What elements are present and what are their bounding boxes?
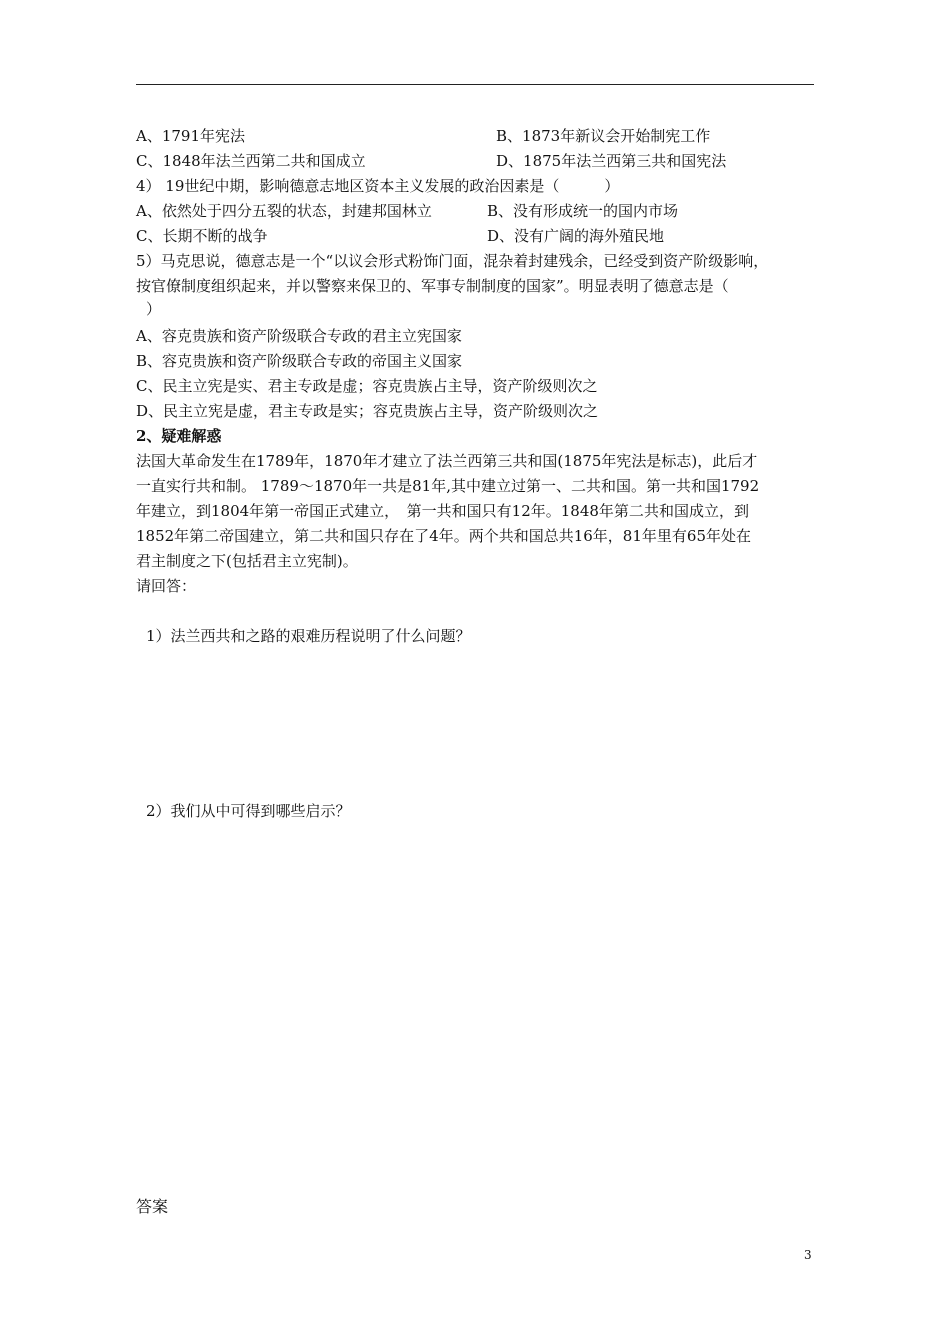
paragraph-line: 法国大革命发生在1789年，1870年才建立了法兰西第三共和国(1875年宪法是标志)，此后才 <box>136 452 758 470</box>
option-c: C、民主立宪是实、君主专政是虚；容克贵族占主导，资产阶级则次之 <box>136 377 598 395</box>
question-1: 1）法兰西共和之路的艰难历程说明了什么问题？ <box>146 627 471 645</box>
question-2: 2）我们从中可得到哪些启示？ <box>146 802 351 820</box>
paragraph-line: 一直实行共和制。 1789～1870年一共是81年,其中建立过第一、二共和国。第一共和国1792 <box>136 477 760 495</box>
option-b: B、1873年新议会开始制宪工作 <box>496 127 711 145</box>
option-d: D、没有广阔的海外殖民地 <box>487 227 665 245</box>
option-a: A、容克贵族和资产阶级联合专政的君主立宪国家 <box>136 327 462 345</box>
question-4-stem: 4） 19世纪中期，影响德意志地区资本主义发展的政治因素是（ ） <box>136 177 620 195</box>
option-b: B、没有形成统一的国内市场 <box>487 202 679 220</box>
header-rule <box>136 84 814 85</box>
option-c: C、1848年法兰西第二共和国成立 <box>136 152 366 170</box>
option-d: D、1875年法兰西第三共和国宪法 <box>496 152 727 170</box>
option-d: D、民主立宪是虚，君主专政是实；容克贵族占主导，资产阶级则次之 <box>136 402 599 420</box>
section-heading: 2、疑难解惑 <box>136 427 222 445</box>
paragraph-line: 君主制度之下(包括君主立宪制)。 <box>136 552 358 570</box>
answer-label: 答案 <box>136 1197 169 1216</box>
option-a: A、1791年宪法 <box>136 127 246 145</box>
answer-prompt: 请回答： <box>136 577 197 595</box>
paragraph-line: 年建立，到1804年第一帝国正式建立， 第一共和国只有12年。1848年第二共和国成立，到 <box>136 502 749 520</box>
option-a: A、依然处于四分五裂的状态，封建邦国林立 <box>136 202 432 220</box>
option-c: C、长期不断的战争 <box>136 227 268 245</box>
question-5-stem-line: 5）马克思说，德意志是一个“以议会形式粉饰门面，混杂着封建残余，已经受到资产阶级影响， <box>136 252 769 270</box>
question-5-stem-line: 按官僚制度组织起来，并以警察来保卫的、军事专制制度的国家”。明显表明了德意志是（ <box>136 277 729 295</box>
question-5-stem-line: ） <box>146 300 162 318</box>
option-b: B、容克贵族和资产阶级联合专政的帝国主义国家 <box>136 352 463 370</box>
page-number: 3 <box>804 1248 812 1262</box>
paragraph-line: 1852年第二帝国建立，第二共和国只存在了4年。两个共和国总共16年，81年里有65年处在 <box>136 527 751 545</box>
